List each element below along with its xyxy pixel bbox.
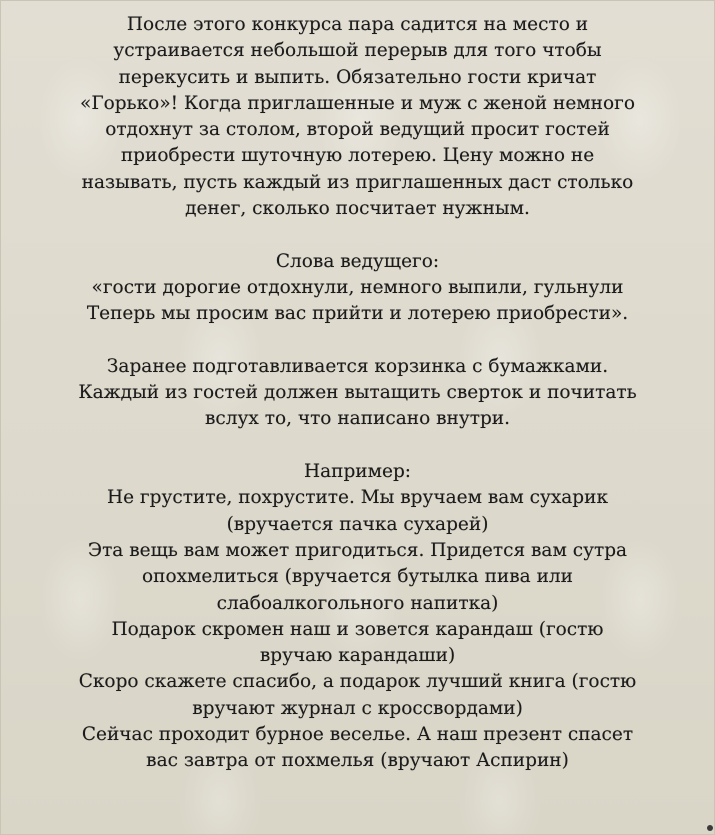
text-line: вас завтра от похмелья (вручают Аспирин)	[146, 750, 569, 772]
text-line: Скоро скажете спасибо, а подарок лучший книга (гостю	[78, 671, 637, 693]
paragraph-gap	[0, 433, 715, 459]
corner-dot	[707, 825, 713, 831]
text-line: После этого конкурса пара садится на место и	[126, 14, 589, 35]
paragraph-intro	[0, 12, 715, 222]
text-line: Слова ведущего:	[275, 250, 440, 272]
text-line: Сейчас проходит бурное веселье. А наш презент спасет	[81, 724, 634, 746]
text-line: устраивается небольшой перерыв для того чтобы	[113, 40, 602, 62]
text-line: перекусить и выпить. Обязательно гости кричат	[118, 66, 597, 88]
text-line: вручают журнал с кроссвордами)	[192, 697, 523, 719]
text-line: Заранее подготавливается корзинка с бумажками.	[106, 355, 609, 377]
text-line: отдохнут за столом, второй ведущий просит гостей	[105, 119, 610, 141]
paragraph-basket	[0, 354, 715, 433]
text-line: Эта вещь вам может пригодиться. Придется вам сутра	[87, 539, 628, 561]
document-text	[0, 12, 715, 775]
paragraph-gap	[0, 328, 715, 354]
text-line: «гости дорогие отдохнули, немного выпили, гульнули	[91, 276, 624, 298]
text-line: приобрести шуточную лотерею. Цену можно не	[120, 145, 595, 167]
paragraph-host-words	[0, 249, 715, 328]
text-line: Подарок скромен наш и зовется карандаш (гостю	[111, 618, 604, 640]
text-line: называть, пусть каждый из приглашенных даст столько	[81, 171, 634, 193]
text-line: денег, сколько посчитает нужным.	[185, 198, 530, 220]
text-line: опохмелиться (вручается бутылка пива или	[141, 566, 573, 588]
text-line: вслух то, что написано внутри.	[204, 408, 511, 430]
text-line: Не грустите, похрустите. Мы вручаем вам сухарик	[106, 487, 609, 509]
text-line: (вручается пачка сухарей)	[226, 513, 489, 535]
text-line: вручаю карандаши)	[259, 645, 456, 667]
text-line: слабоалкогольного напитка)	[216, 592, 499, 614]
paragraph-examples	[0, 459, 715, 775]
text-line: Каждый из гостей должен вытащить сверток и почитать	[78, 382, 637, 404]
text-line: «Горько»! Когда приглашенные и муж с женой немного	[80, 92, 635, 114]
text-line: Теперь мы просим вас прийти и лотерею приобрести».	[86, 303, 629, 325]
text-line: Например:	[303, 461, 412, 483]
paragraph-gap	[0, 222, 715, 248]
